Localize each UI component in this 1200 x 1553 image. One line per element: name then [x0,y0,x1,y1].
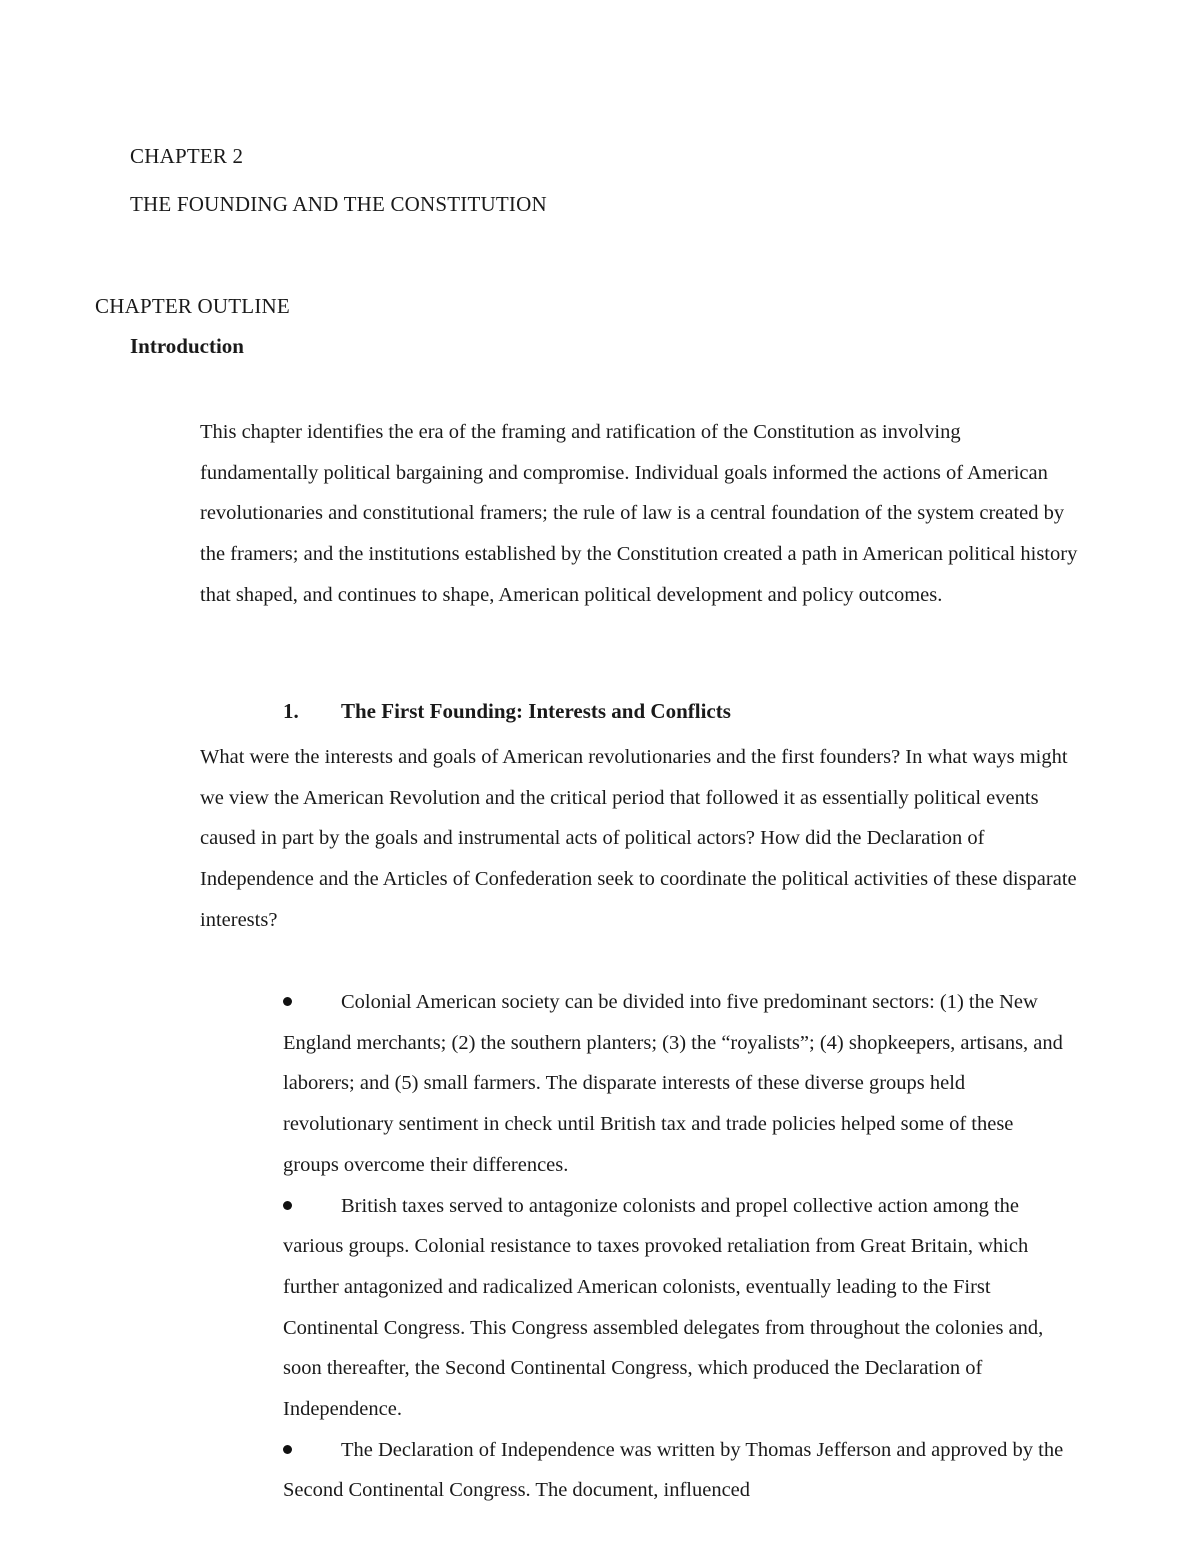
chapter-title: THE FOUNDING AND THE CONSTITUTION [130,192,547,216]
intro-paragraph: This chapter identifies the era of the framing and ratification of the Constitution as involving fundamentally political bargaining and compromise. Individual goals informed the actions of American revolutionaries and constitutional framers; the rule of law is a central foundation of the system created by the framers; and the institutions established by the Constitution created a path in American political history that shaped, and continues to shape, American political development and policy outcomes. [200,421,1078,606]
bullet-icon [283,1445,292,1454]
bullet-icon [283,997,292,1006]
bullet-icon [283,1201,292,1210]
list-item [283,1430,1073,1511]
list-item [283,1186,1073,1430]
bullet-text: Colonial American society can be divided into five predominant sectors: (1) the New England merchants; (2) the southern planters; (3) the “royalists”; (4) shopkeepers, artisans, and laborers; and (5) small farmers. The disparate interests of these diverse groups held revolutionary sentiment in check until British tax and trade policies helped some of these groups overcome their differences. [283,991,1063,1176]
bullet-text: British taxes served to antagonize colonists and propel collective action among the various groups. Colonial resistance to taxes provoked retaliation from Great Britain, which further antagonized and radicalized American colonists, eventually leading to the First Continental Congress. This Congress assembled delegates from throughout the colonies and, soon thereafter, the Second Continental Congress, which produced the Declaration of Independence. [283,1194,1044,1421]
list-item [283,982,1073,1186]
bullet-list [283,982,1073,1511]
section-number: 1. [283,699,299,723]
outline-heading: CHAPTER OUTLINE [95,294,290,318]
bullet-text: The Declaration of Independence was written by Thomas Jefferson and approved by the Second Continental Congress. The document, influenced [283,1438,1064,1502]
section-paragraph: What were the interests and goals of American revolutionaries and the first founders? In what ways might we view the American Revolution and the critical period that followed it as essentially political events caused in part by the goals and instrumental acts of political actors? How did the Declaration of Independence and the Articles of Confederation seek to coordinate the political activities of these disparate interests? [200,746,1077,931]
section-heading [283,699,731,724]
intro-heading: Introduction [130,334,244,358]
chapter-number: CHAPTER 2 [130,144,244,168]
section-title: The First Founding: Interests and Conflicts [341,699,731,723]
